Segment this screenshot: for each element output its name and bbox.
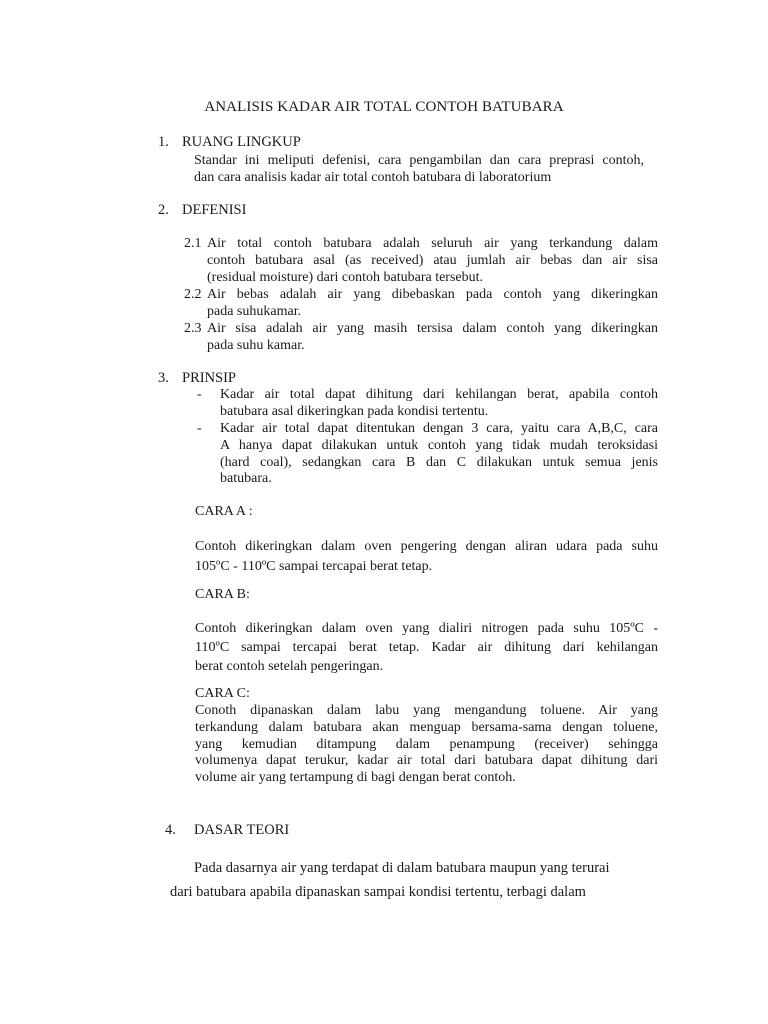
- cara-c-line: volumenya dapat terukur, kadar air total dari batubara dapat dihitung dari: [195, 753, 658, 769]
- cara-c-line: Conoth dipanaskan dalam labu yang mengandung toluene. Air yang: [195, 703, 658, 718]
- definition-2-3-text: [207, 321, 658, 355]
- section-1-number: 1.: [158, 134, 169, 150]
- section-2-heading: DEFENISI: [182, 202, 247, 218]
- definition-line: Air sisa adalah air yang masih tersisa dalam contoh yang dikeringkan: [207, 321, 658, 336]
- definition-line: Air bebas adalah air yang dibebaskan pada contoh yang dikeringkan: [207, 287, 658, 302]
- definition-2-1-number: 2.1: [184, 236, 202, 251]
- definition-line: pada suhu kamar.: [207, 337, 305, 353]
- principle-bullet-2: [220, 421, 658, 488]
- section-3-number: 3.: [158, 370, 169, 386]
- section-2-number: 2.: [158, 202, 169, 218]
- section-4-heading: DASAR TEORI: [194, 822, 290, 838]
- cara-c-body: [195, 703, 658, 787]
- section-1-body: [194, 153, 644, 187]
- cara-a-body: [195, 537, 658, 576]
- section-4-line-1: Pada dasarnya air yang terdapat di dalam batubara maupun yang terurai: [194, 860, 610, 876]
- cara-a-heading: CARA A :: [195, 504, 253, 519]
- section-4-number: 4.: [165, 822, 176, 838]
- cara-c-line: volume air yang tertampung di bagi dengan berat contoh.: [195, 770, 516, 786]
- bullet-line: A hanya dapat dilakukan untuk contoh yang tidak mudah teroksidasi: [220, 437, 658, 453]
- cara-b-heading: CARA B:: [195, 587, 250, 602]
- cara-b-body: [195, 619, 658, 676]
- section-1-heading: RUANG LINGKUP: [182, 134, 301, 150]
- cara-c-line: yang kemudian ditampung dalam penampung (receiver) sehingga: [195, 736, 658, 752]
- cara-c-heading: CARA C:: [195, 686, 250, 701]
- section-4-line-2: dari batubara apabila dipanaskan sampai kondisi tertentu, terbagi dalam: [170, 884, 586, 900]
- definition-2-2-number: 2.2: [184, 287, 202, 302]
- definition-line: contoh batubara asal (as received) atau jumlah air bebas dan air sisa: [207, 252, 658, 268]
- bullet-line: Kadar air total dapat dihitung dari kehilangan berat, apabila contoh: [220, 387, 658, 402]
- section-3-heading: PRINSIP: [182, 370, 236, 386]
- definition-line: pada suhukamar.: [207, 303, 302, 319]
- cara-a-line: 105ºC - 110ºC sampai tercapai berat tetap.: [195, 558, 433, 574]
- definition-line: (residual moisture) dari contoh batubara tersebut.: [207, 269, 484, 285]
- document-title: ANALISIS KADAR AIR TOTAL CONTOH BATUBARA: [204, 99, 564, 115]
- bullet-marker: -: [197, 387, 202, 402]
- definition-line: Air total contoh batubara adalah seluruh air yang terkandung dalam: [207, 236, 658, 251]
- bullet-line: (hard coal), sedangkan cara B dan C dilakukan untuk semua jenis: [220, 454, 658, 470]
- section-1-line: dan cara analisis kadar air total contoh batubara di laboratorium: [194, 169, 552, 185]
- bullet-line: batubara asal dikeringkan pada kondisi tertentu.: [220, 403, 489, 419]
- definition-2-3-number: 2.3: [184, 321, 202, 336]
- cara-b-line: berat contoh setelah pengeringan.: [195, 659, 384, 674]
- cara-b-line: 110ºC sampai tercapai berat tetap. Kadar air dihitung dari kehilangan: [195, 640, 658, 655]
- cara-c-line: terkandung dalam batubara akan menguap bersama-sama dengan toluene,: [195, 719, 658, 735]
- principle-bullet-1: [220, 387, 658, 421]
- bullet-marker: -: [197, 421, 202, 436]
- bullet-line: Kadar air total dapat ditentukan dengan 3 cara, yaitu cara A,B,C, cara: [220, 421, 658, 436]
- bullet-line: batubara.: [220, 471, 272, 487]
- definition-2-2-text: [207, 287, 658, 321]
- definition-2-1-text: [207, 236, 658, 286]
- cara-b-line: Contoh dikeringkan dalam oven yang dialiri nitrogen pada suhu 105ºC -: [195, 621, 658, 636]
- section-1-line: Standar ini meliputi defenisi, cara pengambilan dan cara preprasi contoh,: [194, 153, 644, 168]
- cara-a-line: Contoh dikeringkan dalam oven pengering dengan aliran udara pada suhu: [195, 539, 658, 554]
